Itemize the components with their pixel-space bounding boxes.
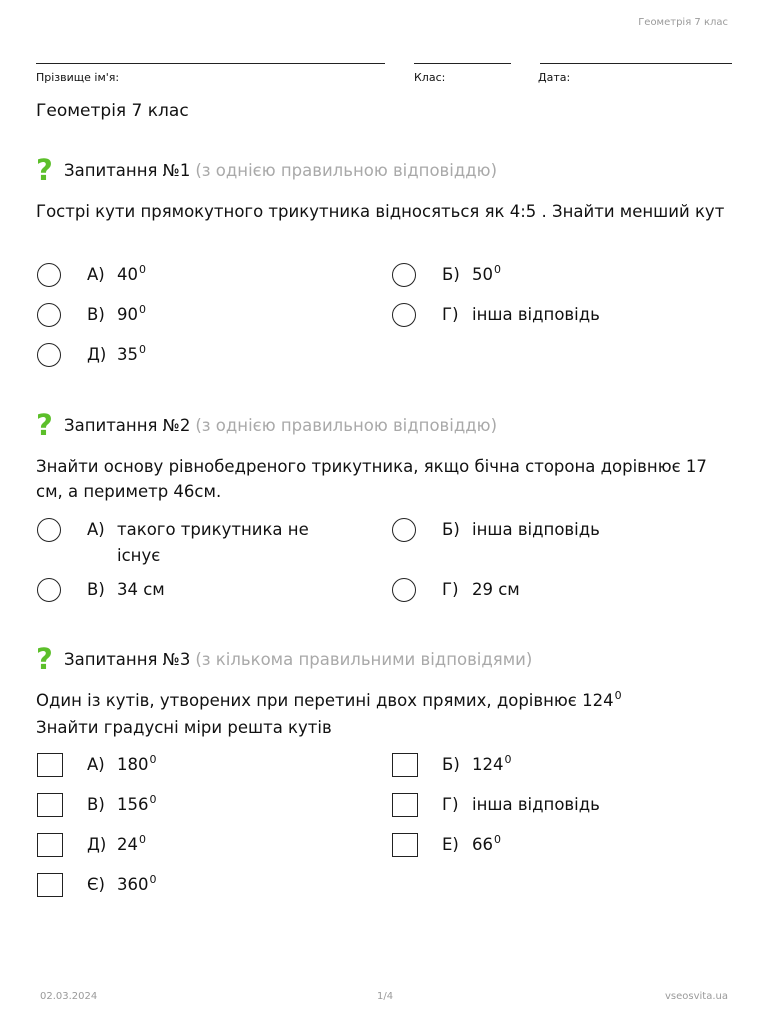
- footer-page-number: 1/4: [377, 991, 394, 1002]
- radio-button[interactable]: [392, 263, 416, 287]
- question-2-text: Знайти основу рівнобедреного трикутника, якщо бічна сторона дорівнює 17 см, а периметр 46см.: [36, 457, 707, 501]
- degree-sup: 0: [494, 263, 501, 276]
- q1-option-b[interactable]: [392, 263, 501, 289]
- question-2-note: (з однією правильною відповіддю): [195, 415, 498, 435]
- option-text: 29 см: [472, 580, 520, 599]
- degree-sup: 0: [139, 303, 146, 316]
- checkbox[interactable]: [37, 753, 63, 777]
- question-2-heading: [36, 409, 497, 441]
- question-3-text-line-2: Знайти градусні міри решта кутів: [36, 718, 332, 737]
- option-letter: А): [87, 755, 105, 774]
- footer-site: vseosvita.ua: [665, 991, 728, 1002]
- option-text: $40^0$: [117, 263, 146, 284]
- surname-label: Прізвище ім'я:: [36, 71, 120, 84]
- degree-sup: 0: [614, 689, 622, 702]
- class-label: Клас:: [414, 71, 446, 84]
- option-letter: Г): [442, 580, 459, 599]
- degree-sup: 0: [139, 343, 146, 356]
- degree-sup: 0: [149, 753, 157, 766]
- q2-option-c[interactable]: [37, 578, 165, 604]
- checkbox[interactable]: [37, 873, 63, 897]
- option-text: $66^0$: [472, 833, 501, 854]
- q3-option-f[interactable]: [392, 833, 501, 859]
- degree-sup: 0: [149, 793, 157, 806]
- option-letter: А): [87, 265, 105, 284]
- degree-sup: 0: [504, 753, 512, 766]
- option-letter: Б): [442, 755, 460, 774]
- option-text: $124^0$: [472, 753, 512, 774]
- q2-option-d[interactable]: [392, 578, 520, 604]
- option-text: інша відповідь: [472, 795, 600, 814]
- option-text: такого трикутника не існує: [117, 520, 309, 565]
- date-line: [540, 63, 732, 64]
- q1-option-d[interactable]: [392, 303, 600, 329]
- option-letter: А): [87, 520, 105, 539]
- question-mark-icon: ?: [36, 641, 53, 676]
- question-3-text: [36, 688, 736, 740]
- option-letter: Б): [442, 520, 460, 539]
- radio-button[interactable]: [392, 303, 416, 327]
- radio-button[interactable]: [37, 578, 61, 602]
- degree-sup: 0: [149, 873, 157, 886]
- option-text: інша відповідь: [472, 305, 600, 324]
- radio-button[interactable]: [37, 518, 61, 542]
- header-document-name: Геометрія 7 клас: [638, 17, 728, 28]
- question-1-text: Гострі кути прямокутного трикутника відносяться як 4:5 . Знайти менший кут: [36, 202, 725, 221]
- question-3-heading: [36, 643, 532, 675]
- option-text: 34 см: [117, 580, 165, 599]
- q1-option-a[interactable]: [37, 263, 146, 289]
- checkbox[interactable]: [392, 833, 418, 857]
- q1-option-c[interactable]: [37, 303, 146, 329]
- option-text: $156^0$: [117, 793, 157, 814]
- q3-option-b[interactable]: [392, 753, 512, 779]
- option-text: $50^0$: [472, 263, 501, 284]
- q3-option-e[interactable]: [37, 833, 146, 859]
- radio-button[interactable]: [37, 303, 61, 327]
- question-mark-icon: ?: [36, 152, 53, 187]
- question-3-title: Запитання №3: [64, 649, 191, 669]
- question-1-title: Запитання №1: [64, 160, 191, 180]
- question-mark-icon: ?: [36, 407, 53, 442]
- option-text: $35^0$: [117, 343, 146, 364]
- option-letter: Є): [87, 875, 105, 894]
- surname-line: [36, 63, 385, 64]
- q2-option-b[interactable]: [392, 518, 600, 544]
- option-letter: Г): [442, 795, 459, 814]
- degree-sup: 0: [139, 833, 146, 846]
- option-text: $180^0$: [117, 753, 157, 774]
- q1-option-e[interactable]: [37, 343, 146, 369]
- q2-option-a[interactable]: [37, 518, 347, 570]
- question-3-note: (з кількома правильними відповідями): [195, 649, 533, 669]
- date-label: Дата:: [538, 71, 571, 84]
- radio-button[interactable]: [392, 518, 416, 542]
- option-letter: Д): [87, 835, 107, 854]
- q3-option-a[interactable]: [37, 753, 157, 779]
- option-text: $90^0$: [117, 303, 146, 324]
- radio-button[interactable]: [392, 578, 416, 602]
- checkbox[interactable]: [37, 833, 63, 857]
- option-letter: В): [87, 305, 105, 324]
- option-letter: В): [87, 580, 105, 599]
- radio-button[interactable]: [37, 343, 61, 367]
- class-line: [414, 63, 511, 64]
- document-title: Геометрія 7 клас: [36, 101, 189, 121]
- option-letter: Е): [442, 835, 459, 854]
- question-1-heading: [36, 154, 497, 186]
- option-text: $360^0$: [117, 873, 157, 894]
- checkbox[interactable]: [392, 753, 418, 777]
- question-1-note: (з однією правильною відповіддю): [195, 160, 498, 180]
- option-letter: Б): [442, 265, 460, 284]
- option-letter: Г): [442, 305, 459, 324]
- question-2-title: Запитання №2: [64, 415, 191, 435]
- option-text: $24^0$: [117, 833, 146, 854]
- q3-option-d[interactable]: [392, 793, 600, 819]
- question-3-text-line-1: Один із кутів, утворених при перетині двох прямих, дорівнює $124^0$: [36, 689, 622, 710]
- degree-sup: 0: [139, 263, 146, 276]
- option-text: інша відповідь: [472, 520, 600, 539]
- option-letter: В): [87, 795, 105, 814]
- checkbox[interactable]: [37, 793, 63, 817]
- degree-sup: 0: [494, 833, 501, 846]
- radio-button[interactable]: [37, 263, 61, 287]
- q3-option-g[interactable]: [37, 873, 157, 899]
- option-letter: Д): [87, 345, 107, 364]
- q3-option-c[interactable]: [37, 793, 157, 819]
- footer-date: 02.03.2024: [40, 991, 98, 1002]
- checkbox[interactable]: [392, 793, 418, 817]
